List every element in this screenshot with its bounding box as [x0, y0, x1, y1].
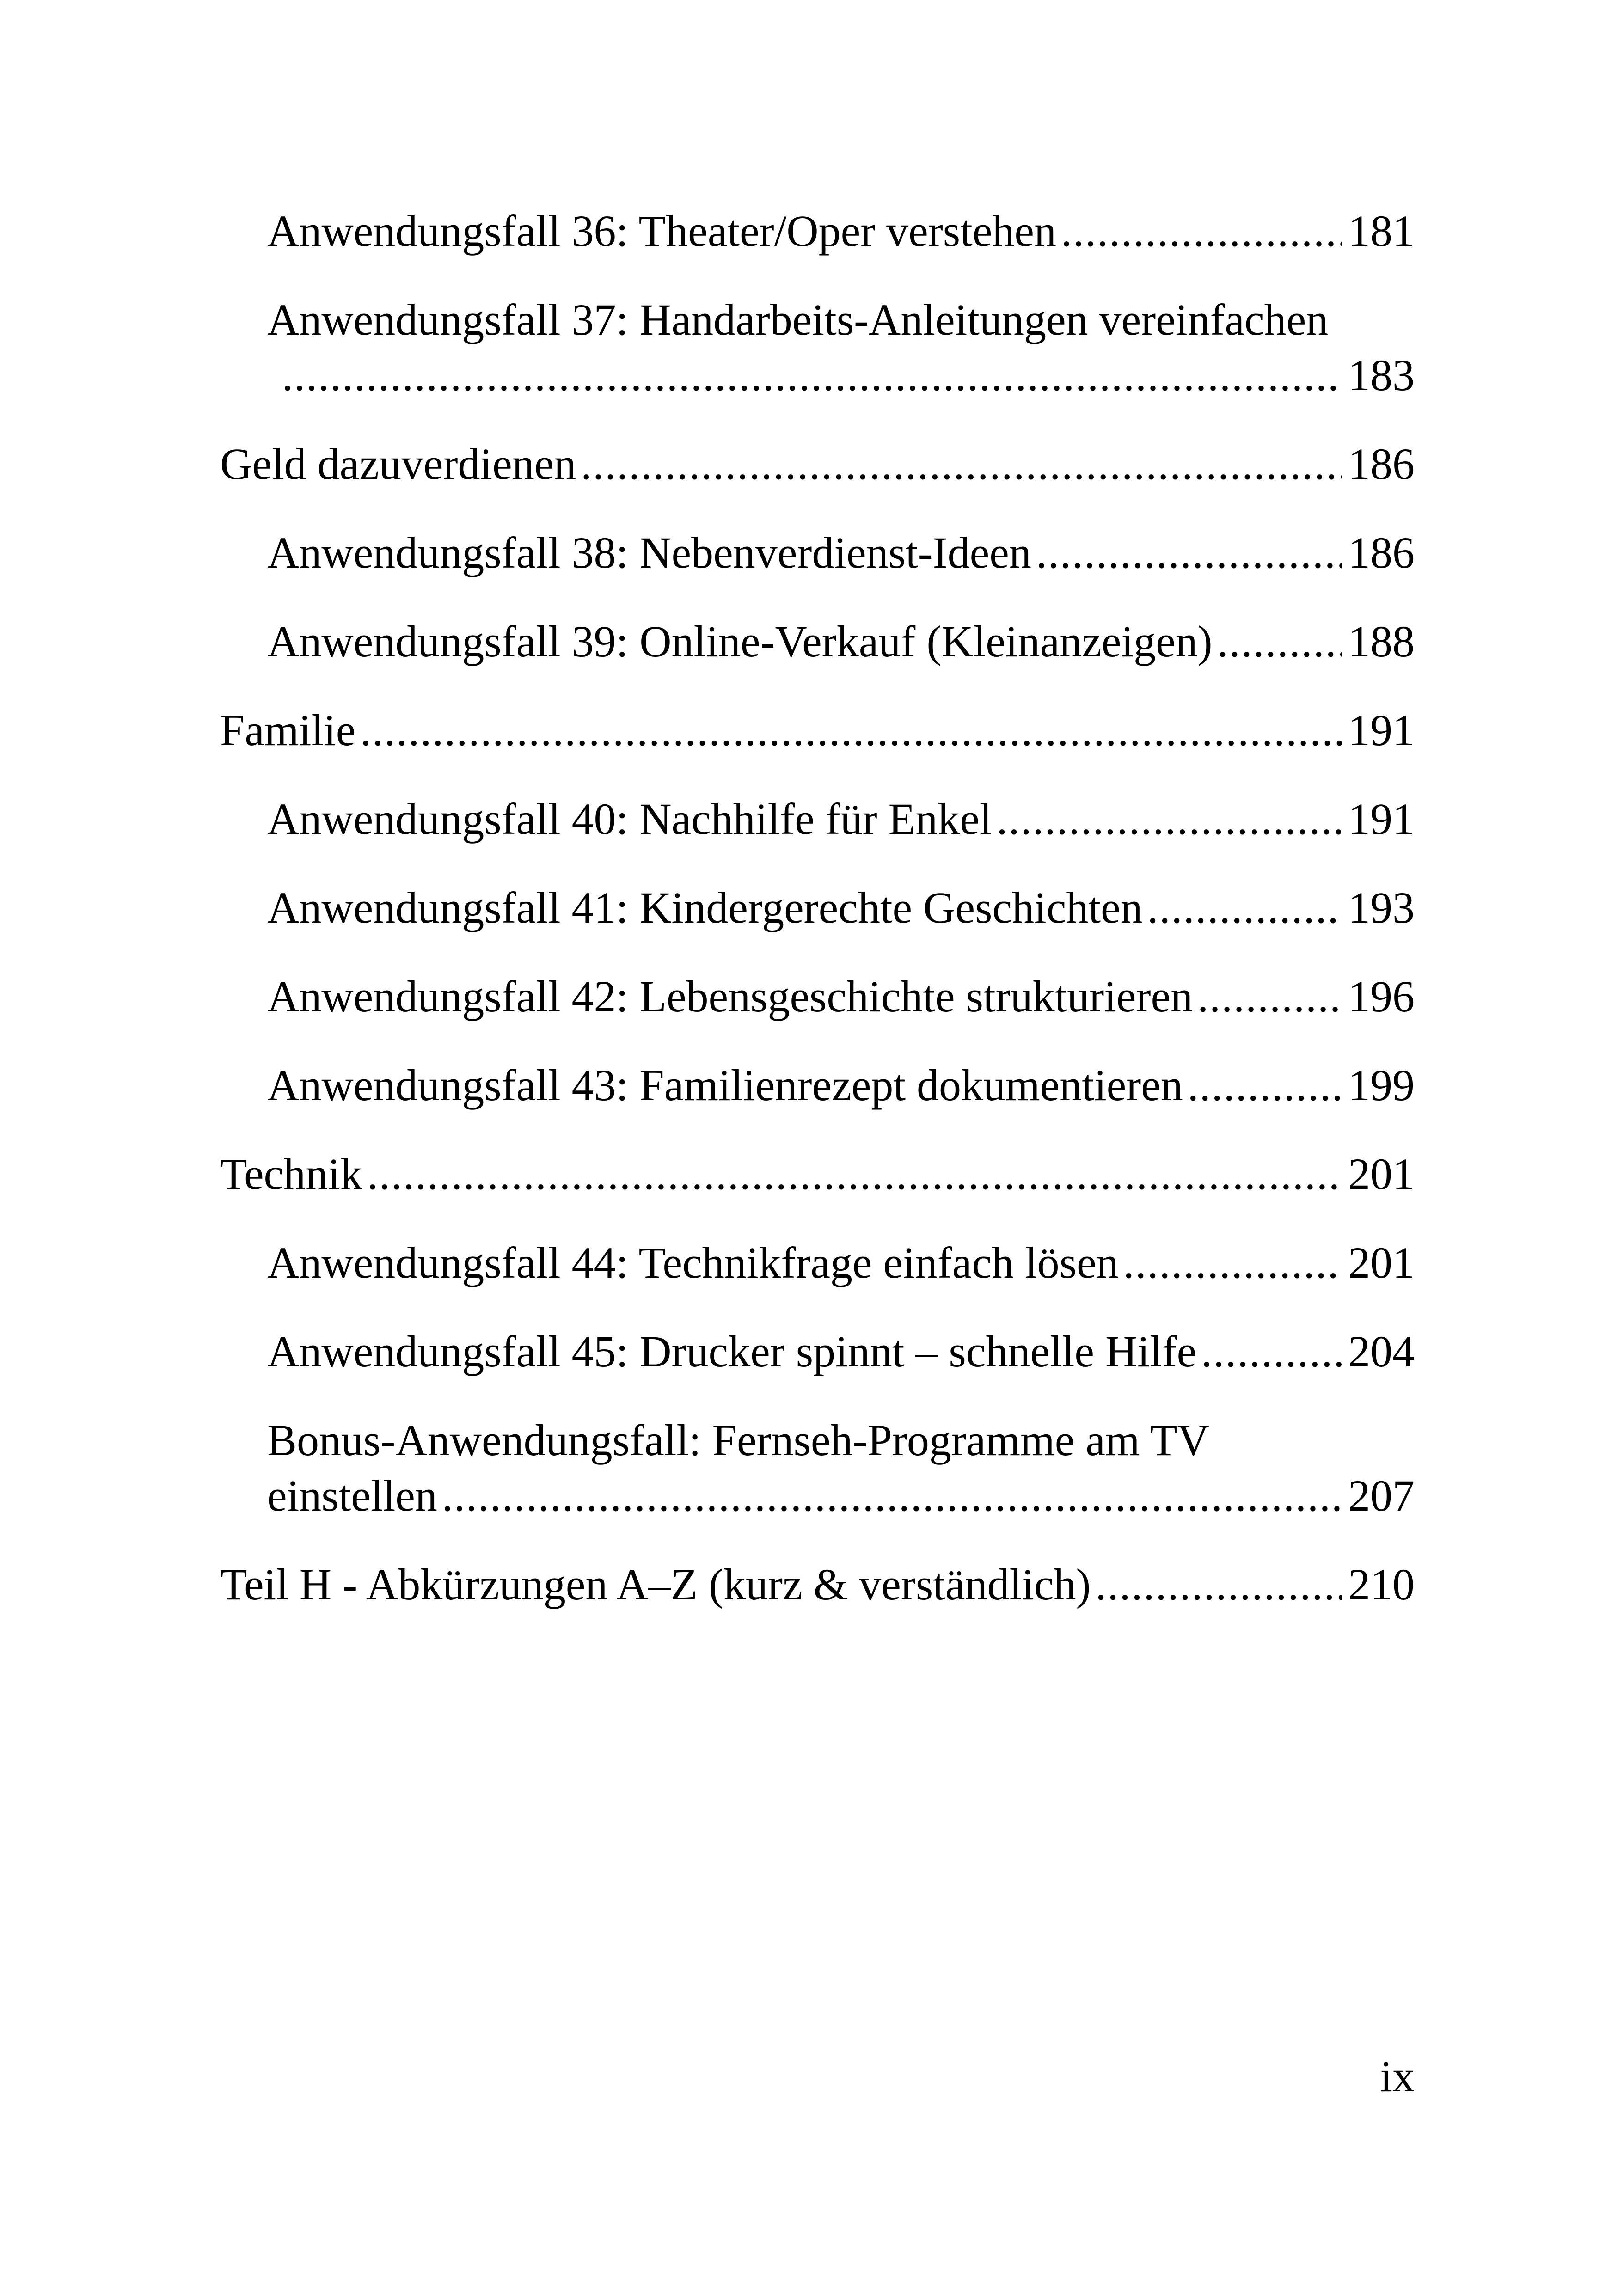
toc-entry-page: 183: [1348, 350, 1415, 400]
toc-leader-dots: [1201, 1324, 1342, 1379]
toc-entry-page: 207: [1348, 1471, 1415, 1520]
toc-section-page: 186: [1348, 439, 1415, 489]
toc-leader-dots: [1123, 1235, 1342, 1291]
toc-section-page: 210: [1348, 1560, 1415, 1609]
toc-entry-title: Anwendungsfall 44: Technikfrage einfach lösen: [267, 1238, 1119, 1287]
toc-leader-dots: [1147, 880, 1342, 936]
toc-section-title: Teil H - Abkürzungen A–Z (kurz & verständlich): [220, 1560, 1091, 1609]
toc-leader-dots: [360, 703, 1342, 758]
toc-entry[interactable]: [267, 1413, 1415, 1557]
toc-entry[interactable]: [267, 791, 1415, 880]
toc-entry-title: Anwendungsfall 45: Drucker spinnt – schnelle Hilfe: [267, 1327, 1197, 1376]
toc-section-page: 201: [1348, 1149, 1415, 1199]
toc-entry-page: 193: [1348, 883, 1415, 932]
toc-leader-dots: [581, 436, 1342, 492]
toc-section-title: Familie: [220, 705, 356, 755]
toc-section-title: Geld dazuverdienen: [220, 439, 576, 489]
toc-entry[interactable]: [267, 1235, 1415, 1324]
toc-section-page: 191: [1348, 705, 1415, 755]
page-number: ix: [1380, 2051, 1415, 2101]
toc-leader-dots: [442, 1468, 1342, 1524]
toc-section[interactable]: [220, 1557, 1415, 1646]
toc-entry-page: 188: [1348, 617, 1415, 666]
toc-leader-dots: [1197, 969, 1342, 1024]
toc-entry-page: 199: [1348, 1060, 1415, 1110]
toc-entry-title: Anwendungsfall 42: Lebensgeschichte strukturieren: [267, 972, 1193, 1021]
toc-entry-page: 201: [1348, 1238, 1415, 1287]
toc-entry-title: Anwendungsfall 39: Online-Verkauf (Kleinanzeigen): [267, 617, 1213, 666]
toc-leader-dots: [1095, 1557, 1342, 1612]
toc-entry-page: 191: [1348, 794, 1415, 844]
toc-entry-title: Anwendungsfall 40: Nachhilfe für Enkel: [267, 794, 992, 844]
toc-entry-title: Anwendungsfall 41: Kindergerechte Geschichten: [267, 883, 1143, 932]
toc-leader-dots: [1188, 1058, 1342, 1113]
toc-entry[interactable]: [267, 614, 1415, 703]
toc-entry-title-continued: einstellen: [267, 1471, 437, 1520]
toc-entry-page: 196: [1348, 972, 1415, 1021]
toc-entry-page: 186: [1348, 528, 1415, 577]
toc-section[interactable]: [220, 436, 1415, 525]
toc-entry-title: Bonus-Anwendungsfall: Fernseh-Programme am TV: [267, 1415, 1209, 1465]
toc-entry-title: Anwendungsfall 38: Nebenverdienst-Ideen: [267, 528, 1031, 577]
toc-leader-dots: [997, 791, 1342, 847]
toc-section[interactable]: [220, 1146, 1415, 1235]
toc-leader-dots: [1036, 525, 1342, 581]
toc-entry-title: Anwendungsfall 43: Familienrezept dokumentieren: [267, 1060, 1183, 1110]
toc-entry[interactable]: [267, 525, 1415, 614]
toc-entry-page: 181: [1348, 206, 1415, 256]
toc-leader-dots: [1061, 203, 1342, 259]
toc-entry[interactable]: [267, 292, 1415, 436]
toc-leader-dots: [1217, 614, 1342, 669]
toc-leader-dots: [367, 1146, 1342, 1202]
toc-section-title: Technik: [220, 1149, 362, 1199]
toc-entry[interactable]: [267, 1324, 1415, 1413]
toc-entry[interactable]: [267, 880, 1415, 969]
table-of-contents: [220, 203, 1415, 1646]
toc-entry[interactable]: [267, 203, 1415, 292]
toc-entry[interactable]: [267, 969, 1415, 1058]
toc-section[interactable]: [220, 703, 1415, 791]
toc-entry-title: Anwendungsfall 36: Theater/Oper verstehen: [267, 206, 1056, 256]
toc-entry-page: 204: [1348, 1327, 1415, 1376]
toc-entry[interactable]: [267, 1058, 1415, 1146]
toc-leader-dots: [282, 348, 1342, 403]
toc-entry-title: Anwendungsfall 37: Handarbeits-Anleitungen vereinfachen: [267, 295, 1329, 344]
